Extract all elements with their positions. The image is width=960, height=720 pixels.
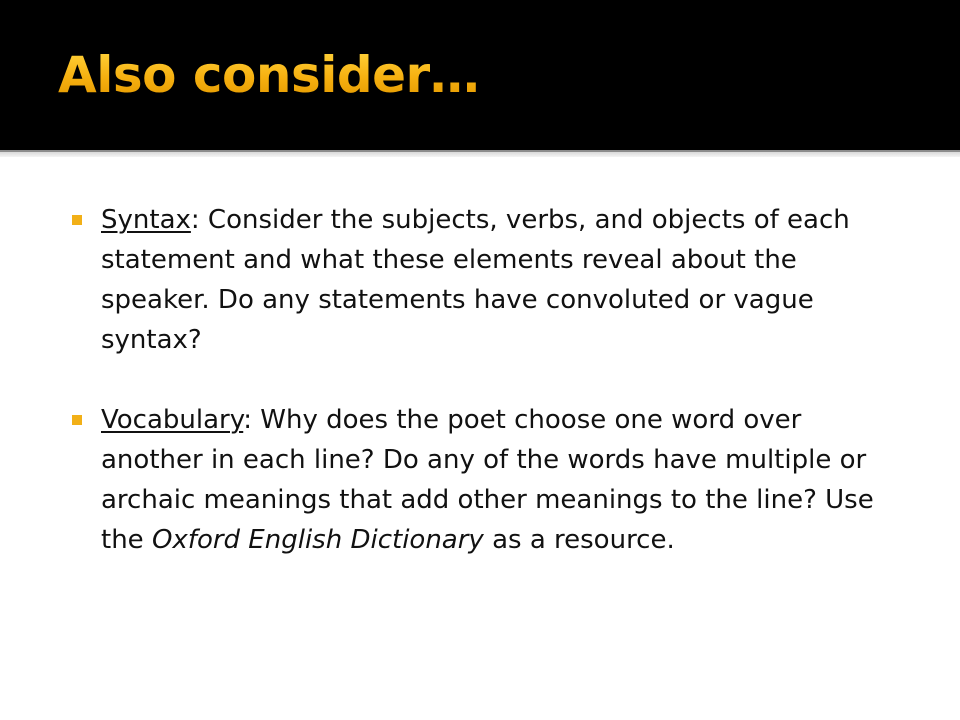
syntax-description: Consider the subjects, verbs, and objects of each statement and what these elements reveal about the speaker. Do any statements have convoluted or vague syntax?	[101, 205, 850, 355]
square-bullet-icon	[72, 215, 82, 225]
title-bar	[0, 0, 960, 150]
slide-title: Also consider…	[58, 46, 480, 104]
term-syntax: Syntax	[101, 205, 191, 235]
vocabulary-description: Why does the poet choose one word over another in each line? Do any of the words have multiple or archaic meanings that add other meanings to the line? Use the	[101, 405, 874, 555]
vocabulary-description-end: as a resource.	[483, 525, 675, 555]
term-separator: :	[243, 405, 261, 435]
bullet-item-vocabulary	[72, 400, 892, 560]
term-vocabulary: Vocabulary	[101, 405, 244, 435]
dictionary-reference: Oxford English Dictionary	[151, 525, 484, 555]
bullet-item-syntax	[72, 200, 892, 360]
square-bullet-icon	[72, 415, 82, 425]
term-separator: :	[190, 205, 208, 235]
bullet-list	[72, 200, 892, 560]
title-divider-shadow	[0, 152, 960, 157]
